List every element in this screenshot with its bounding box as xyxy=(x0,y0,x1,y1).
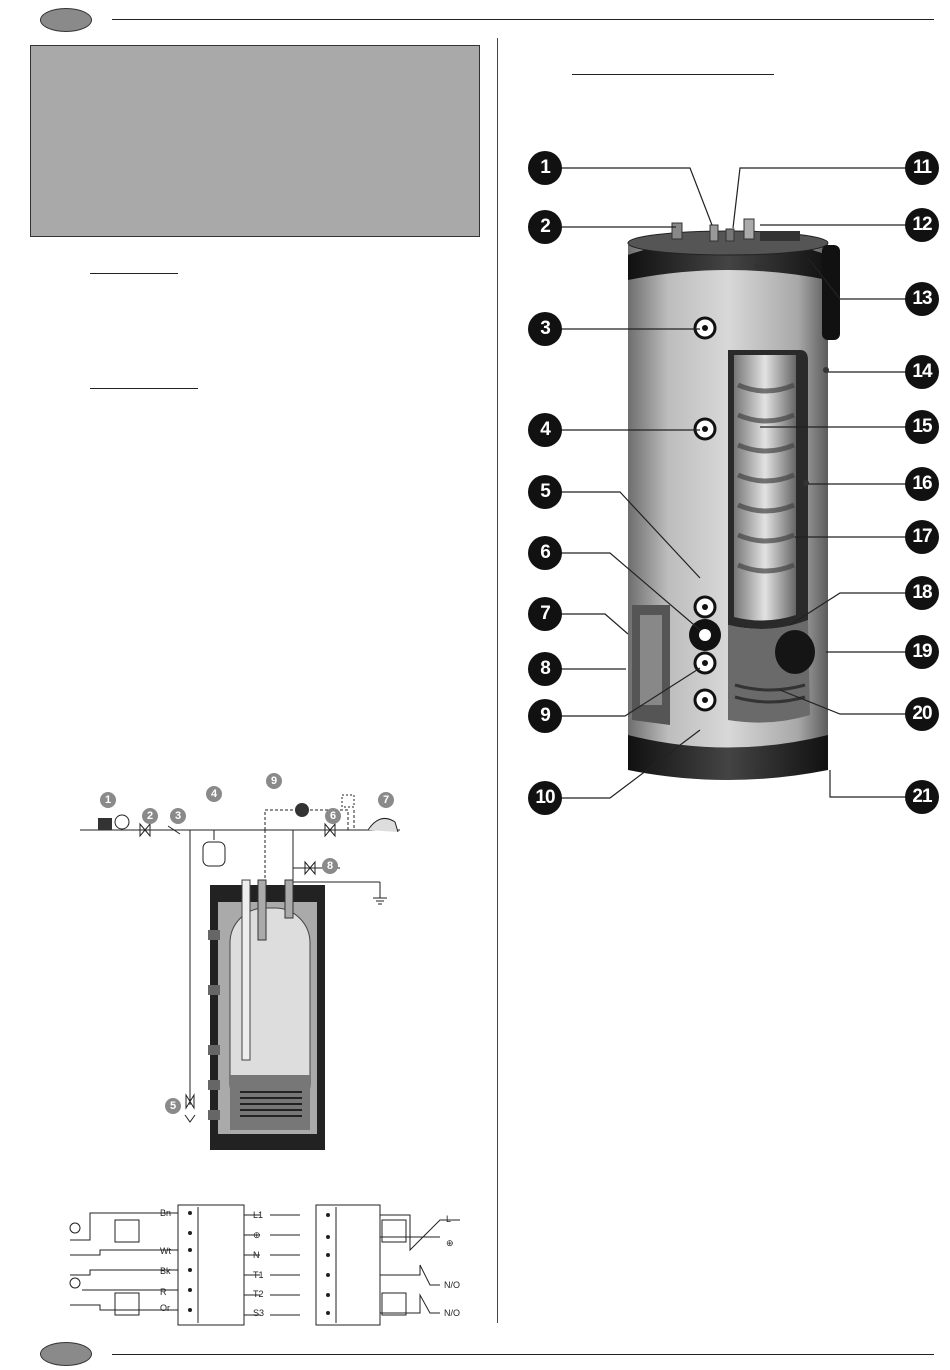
schematic-label-3: 3 xyxy=(170,808,186,824)
schematic-label-2: 2 xyxy=(142,808,158,824)
schematic-label-7: 7 xyxy=(378,792,394,808)
wire-label-bn: Bn xyxy=(160,1208,172,1218)
callout-5: 5 xyxy=(528,475,562,509)
wire-label-bk: Bk xyxy=(160,1266,171,1276)
wiring-diagram xyxy=(60,1195,480,1330)
callout-6: 6 xyxy=(528,536,562,570)
wire-label-t2: T2 xyxy=(253,1289,264,1299)
schematic-label-4: 4 xyxy=(206,786,222,802)
callout-9: 9 xyxy=(528,699,562,733)
schematic-label-8: 8 xyxy=(322,858,338,874)
wire-label-s3: S3 xyxy=(253,1308,265,1318)
wire-label-l: L xyxy=(446,1214,452,1224)
wire-label-r: R xyxy=(160,1287,167,1297)
schematic-label-1: 1 xyxy=(100,792,116,808)
callout-17: 17 xyxy=(905,520,939,554)
callout-11: 11 xyxy=(905,151,939,185)
callout-14: 14 xyxy=(905,355,939,389)
callout-13: 13 xyxy=(905,282,939,316)
wire-label-t1: T1 xyxy=(253,1270,264,1280)
callout-2: 2 xyxy=(528,210,562,244)
callout-18: 18 xyxy=(905,576,939,610)
callout-10: 10 xyxy=(528,781,562,815)
footer-rule xyxy=(112,1354,934,1355)
schematic-label-9: 9 xyxy=(266,773,282,789)
callout-1: 1 xyxy=(528,151,562,185)
callout-7: 7 xyxy=(528,597,562,631)
callout-12: 12 xyxy=(905,208,939,242)
wire-label-no-2: N/O xyxy=(444,1308,461,1318)
wire-label-no-1: N/O xyxy=(444,1280,461,1290)
schematic-label-5: 5 xyxy=(165,1098,181,1114)
callout-21: 21 xyxy=(905,780,939,814)
callout-8: 8 xyxy=(528,652,562,686)
callout-20: 20 xyxy=(905,697,939,731)
callout-19: 19 xyxy=(905,635,939,669)
footer-language-badge xyxy=(40,1342,92,1366)
wire-label-n: N xyxy=(253,1250,260,1260)
schematic-label-6: 6 xyxy=(325,808,341,824)
callout-16: 16 xyxy=(905,467,939,501)
wire-label-earth-right: ⊕ xyxy=(446,1238,454,1248)
wire-label-or: Or xyxy=(160,1303,170,1313)
callout-4: 4 xyxy=(528,413,562,447)
callout-3: 3 xyxy=(528,312,562,346)
wire-label-wt: Wt xyxy=(160,1246,171,1256)
wire-label-l1: L1 xyxy=(253,1210,264,1220)
wire-label-earth: ⊕ xyxy=(253,1230,261,1240)
callout-15: 15 xyxy=(905,410,939,444)
installation-schematic xyxy=(80,790,430,1155)
